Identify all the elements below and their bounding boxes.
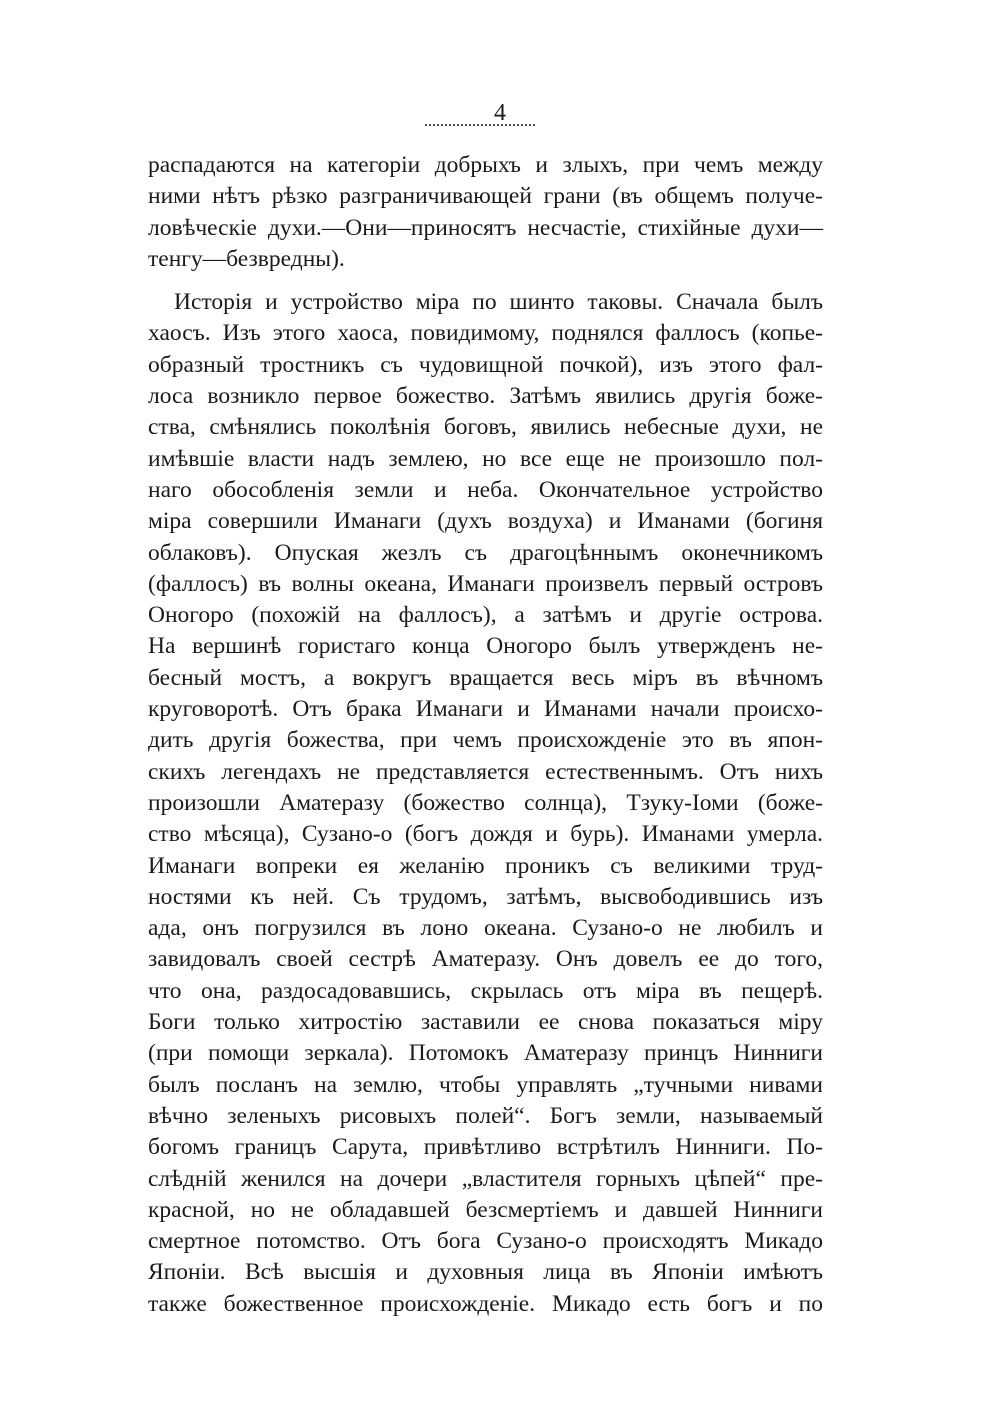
text-line: ловѣческіе духи.—Они—приносятъ несчастіе, стихійные духи— [148, 214, 823, 241]
text-line: слѣдній женился на дочери „властителя горныхъ цѣпей“ пре- [148, 1165, 823, 1192]
text-line: тенгу—безвредны). [148, 245, 345, 272]
text-line: ства, смѣнялись поколѣнія боговъ, явились небесные духи, не [148, 414, 823, 441]
text-line: (при помощи зеркала). Потомокъ Аматеразу принцъ Нинниги [148, 1040, 823, 1067]
text-line: имѣвшіе власти надъ землею, но все еще не произошло пол- [148, 445, 823, 472]
text-line: ними нѣтъ рѣзко разграничивающей грани (въ общемъ получе- [148, 183, 823, 210]
paragraph-gap [148, 275, 823, 287]
paragraph-creation-myth [148, 287, 823, 1320]
text-line: круговоротѣ. Отъ брака Иманаги и Иманами начали происхо- [148, 696, 823, 723]
text-line: лоса возникло первое божество. Затѣмъ явились другія боже- [148, 383, 823, 410]
text-line: бесный мостъ, а вокругъ вращается весь міръ въ вѣчномъ [148, 664, 823, 691]
text-line: красной, но не обладавшей безсмертіемъ и давшей Нинниги [148, 1196, 823, 1223]
text-line: также божественное происхожденіе. Микадо есть богъ и по [148, 1290, 823, 1317]
text-line: ностями къ ней. Съ трудомъ, затѣмъ, высвободившись изъ [148, 883, 823, 910]
text-line: Исторія и устройство міра по шинто таковы. Сначала былъ [174, 289, 823, 316]
text-line: былъ посланъ на землю, чтобы управлять „тучными нивами [148, 1071, 823, 1098]
page-number: 4 [494, 100, 506, 126]
text-line: произошли Аматеразу (божество солнца), Тзуку-Іоми (боже- [148, 789, 823, 816]
text-line: вѣчно зеленыхъ рисовыхъ полей“. Богъ земли, называемый [148, 1102, 823, 1129]
text-line: Иманаги вопреки ея желанію проникъ съ великими труд- [148, 852, 823, 879]
text-line: богомъ границъ Сарута, привѣтливо встрѣтилъ Нинниги. По- [148, 1134, 823, 1161]
text-line: скихъ легендахъ не представляется естественнымъ. Отъ нихъ [148, 758, 823, 785]
text-line: смертное потомство. Отъ бога Сузано-о происходятъ Микадо [148, 1228, 823, 1255]
text-line: Японіи. Всѣ высшія и духовныя лица въ Японіи имѣютъ [148, 1259, 823, 1286]
text-line: (фаллосъ) въ волны океана, Иманаги произвелъ первый островъ [148, 570, 823, 597]
text-line: хаосъ. Изъ этого хаоса, повидимому, поднялся фаллосъ (копье- [148, 320, 823, 347]
text-line: ада, онъ погрузился въ лоно океана. Сузано-о не любилъ и [148, 915, 823, 942]
text-line: распадаются на категоріи добрыхъ и злыхъ, при чемъ между [148, 152, 823, 178]
text-line: завидовалъ своей сестрѣ Аматеразу. Онъ довелъ ее до того, [148, 946, 823, 973]
text-line: облаковъ). Опуская жезлъ съ драгоцѣннымъ оконечникомъ [148, 539, 823, 566]
text-line: Оногоро (похожій на фаллосъ), а затѣмъ и другіе острова. [148, 602, 823, 629]
body-text [148, 150, 823, 1320]
text-line: Боги только хитростію заставили ее снова показаться міру [148, 1009, 823, 1036]
text-line: что она, раздосадовавшись, скрылась отъ міра въ пещерѣ. [148, 977, 823, 1004]
paragraph-continuation [148, 150, 823, 275]
text-line: На вершинѣ гористаго конца Оногоро былъ утвержденъ не- [148, 633, 823, 660]
page-number-ornament [425, 124, 535, 134]
text-line: дить другія божества, при чемъ происхожденіе это въ япон- [148, 727, 823, 754]
text-line: наго обособленія земли и неба. Окончательное устройство [148, 476, 823, 503]
text-line: міра совершили Иманаги (духъ воздуха) и Иманами (богиня [148, 508, 823, 535]
text-line: образный тростникъ съ чудовищной почкой), изъ этого фал- [148, 351, 823, 378]
text-line: ство мѣсяца), Сузано-о (богъ дождя и бурь). Иманами умерла. [148, 821, 823, 848]
